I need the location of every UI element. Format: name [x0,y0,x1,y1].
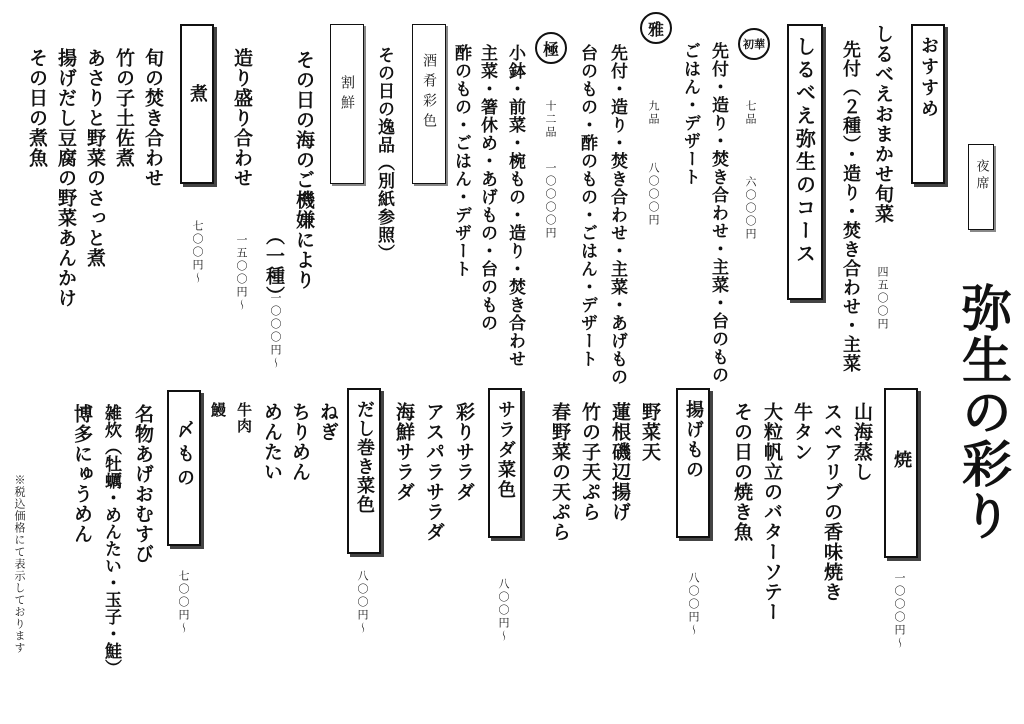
salad-price: 八〇〇円～ [497,578,510,643]
shukou-heading: 酒肴彩色 [421,53,437,133]
course-heading: しるべえ弥生のコース [792,36,817,266]
yaki-item-1: 山海蒸し [851,402,873,482]
yaki-item-5: その日の焼き魚 [731,402,753,542]
shime-price: 七〇〇円～ [177,570,190,635]
time-label: 夜席 [973,159,989,193]
miyabi-line2: 台のもの・酢のもの・ごはん・デザート [577,44,597,368]
ni-heading: 煮 [187,84,208,102]
miyabi-badge: 雅 [647,19,664,39]
tsukuri-price: 一五〇〇円～ [235,234,248,312]
hatsuhana-count: 七品 [744,100,757,126]
yaki-item-4: 大粒帆立のバターソテー [761,402,783,622]
kassen-heading-box [330,24,364,184]
shime-item-1: 名物あげおむすび [132,404,154,564]
ni-price: 七〇〇円～ [191,220,204,285]
miyabi-count: 九品 [647,100,660,126]
hatsuhana-badge-mark [738,28,770,60]
dashimaki-item-1: ねぎ [317,402,339,442]
salad-heading: サラダ菜色 [495,400,516,500]
kassen-line2: （一種） [263,226,285,306]
kiwami-badge-mark [535,32,567,64]
salad-item-3: 海鮮サラダ [393,402,415,502]
kassen-line1: その日の海のご機嫌により [293,50,315,290]
osusume-heading: おすすめ [918,36,939,120]
dashimaki-heading: だし巻き菜色 [354,400,375,514]
ni-item-2: 竹の子土佐煮 [113,48,135,168]
dashimaki-item-4: 牛肉 [235,402,253,434]
yaki-item-3: 牛タン [791,402,813,462]
kiwami-count: 十二品 [544,100,557,139]
hatsuhana-price: 六〇〇〇円 [744,176,757,241]
yaki-price: 一〇〇〇円～ [893,572,906,650]
kiwami-line2: 主菜・箸休め・あげもの・台のもの [477,44,497,332]
dashimaki-heading-box [347,388,381,554]
kiwami-line1: 小鉢・前菜・椀もの・造り・焚き合わせ [505,44,525,368]
kassen-heading: 割鮮 [339,75,355,115]
yaki-heading: 焼 [891,450,912,468]
agemono-heading-box [676,388,710,538]
shukou-heading-box [412,24,446,184]
miyabi-line1: 先付・造り・焚き合わせ・主菜・あげもの [607,44,627,386]
dashimaki-price: 八〇〇円～ [356,570,369,635]
miyabi-badge-mark [640,12,672,44]
agemono-price: 八〇〇円～ [687,572,700,637]
ni-item-1: 旬の焚き合わせ [142,48,164,188]
dashimaki-item-2: ちりめん [289,402,311,482]
yaki-item-2: スペアリブの香味焼き [821,402,843,602]
kiwami-line3: 酢のもの・ごはん・デザート [451,44,471,278]
hatsuhana-line1: 先付・造り・焚き合わせ・主菜・台のもの [708,42,728,384]
course-heading-box [787,24,823,300]
dashimaki-item-5: 鰻 [209,402,227,418]
osusume-line1: しるべえおまかせ旬菜 [872,24,894,224]
kiwami-badge: 極 [542,39,559,59]
miyabi-price: 八〇〇〇円 [647,162,660,227]
tax-note: ※税込価格にて表示しております [13,474,26,654]
shime-item-3: 博多にゅうめん [71,404,93,544]
osusume-line2: 先付（２種）・造り・焚き合わせ・主菜 [840,40,861,373]
agemono-heading: 揚げもの [683,400,704,480]
salad-item-1: 彩りサラダ [453,402,475,502]
agemono-item-3: 竹の子天ぷら [579,402,601,522]
osusume-heading-box [911,24,945,184]
ni-item-3: あさりと野菜のさっと煮 [84,48,106,268]
kiwami-price: 一〇〇〇〇円 [544,162,557,240]
shime-heading-box [167,390,201,546]
agemono-item-2: 蓮根磯辺揚げ [609,402,631,522]
hatsuhana-line2: ごはん・デザート [680,42,700,186]
shukou-item: その日の逸品（別紙参照） [374,46,394,262]
shime-item-2: 雑炊（牡蠣・めんたい・玉子・鮭） [101,404,121,676]
yaki-heading-box [884,388,918,558]
salad-heading-box [488,388,522,538]
osusume-line1-price: 四五〇〇円 [876,266,889,331]
salad-item-2: アスパラサラダ [423,402,445,542]
ni-heading-box [180,24,214,184]
dashimaki-item-3: めんたい [261,402,283,482]
shime-heading: 〆もの [174,420,195,492]
time-label-box [968,144,994,230]
agemono-item-1: 野菜天 [639,402,661,462]
ni-item-5: その日の煮魚 [26,48,48,168]
hatsuhana-badge: 初華 [743,38,765,51]
kassen-price: 一〇〇〇円～ [269,292,282,370]
agemono-item-4: 春野菜の天ぷら [549,402,571,542]
page-title: 弥生の彩り [954,282,1013,542]
ni-item-4: 揚げだし豆腐の野菜あんかけ [55,48,77,308]
tsukuri-item: 造り盛り合わせ [231,48,253,188]
